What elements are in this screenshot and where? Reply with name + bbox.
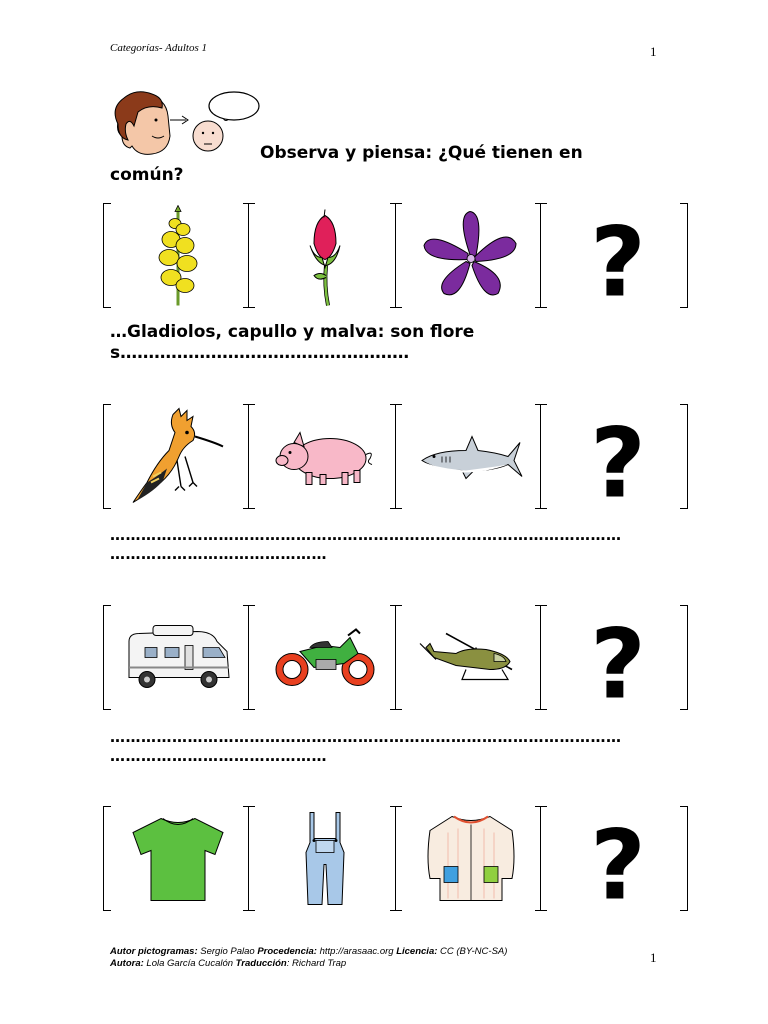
translation-value: : Richard Trap [286, 958, 347, 969]
category-row-vehicles [103, 605, 688, 710]
answer-line-3b: …………………………………… [110, 747, 327, 765]
smock-icon [416, 808, 526, 909]
instruction-text: Observa y piensa: ¿Qué tienen en común? [110, 143, 583, 185]
question-mark-icon [563, 808, 673, 909]
footer-page-number: 1 [650, 950, 657, 965]
author-value: Sergio Palao [200, 946, 255, 957]
pig-icon [270, 406, 380, 507]
credits-footer [110, 946, 507, 970]
question-mark-icon [563, 607, 673, 708]
header-title: Categorías- Adultos 1 [110, 42, 207, 54]
question-mark-icon [563, 205, 673, 306]
category-row-animals [103, 404, 688, 509]
svg-text:?: ? [590, 608, 646, 708]
answer-line-2b: …………………………………… [110, 545, 327, 563]
category-row-flowers [103, 203, 688, 308]
page-number: 1 [650, 44, 657, 59]
answer-line-3a: ……………………………………………………………………………………… [110, 728, 622, 746]
source-link[interactable]: http://arasaac.org [319, 946, 394, 957]
author-label: Autor pictogramas: [110, 946, 198, 957]
helicopter-icon [416, 607, 526, 708]
credits-line-1 [110, 946, 507, 958]
tshirt-icon [123, 808, 233, 909]
authoress-value: Lola García Cucalón [146, 958, 234, 969]
shark-icon [416, 406, 526, 507]
question-mark-icon [563, 406, 673, 507]
source-label: Procedencia: [257, 946, 317, 957]
credits-line-2 [110, 958, 507, 970]
motorhome-icon [123, 607, 233, 708]
authoress-label: Autora: [110, 958, 144, 969]
motorcycle-icon [270, 607, 380, 708]
svg-text:?: ? [590, 809, 646, 909]
license-value: CC (BY-NC-SA) [440, 946, 508, 957]
hoopoe-bird-icon [123, 406, 233, 507]
translation-label: Traducción [235, 958, 287, 969]
license-label: Licencia: [396, 946, 438, 957]
answer-text-1: …Gladiolos, capullo y malva: son flores…………………………………………… [110, 322, 475, 363]
rosebud-icon [270, 205, 380, 306]
answer-line-2a: ……………………………………………………………………………………… [110, 526, 622, 544]
category-row-clothing [103, 806, 688, 911]
svg-text:?: ? [590, 206, 646, 306]
overalls-icon [270, 808, 380, 909]
gladiolus-icon [123, 205, 233, 306]
svg-text:?: ? [590, 407, 646, 507]
mallow-flower-icon [416, 205, 526, 306]
